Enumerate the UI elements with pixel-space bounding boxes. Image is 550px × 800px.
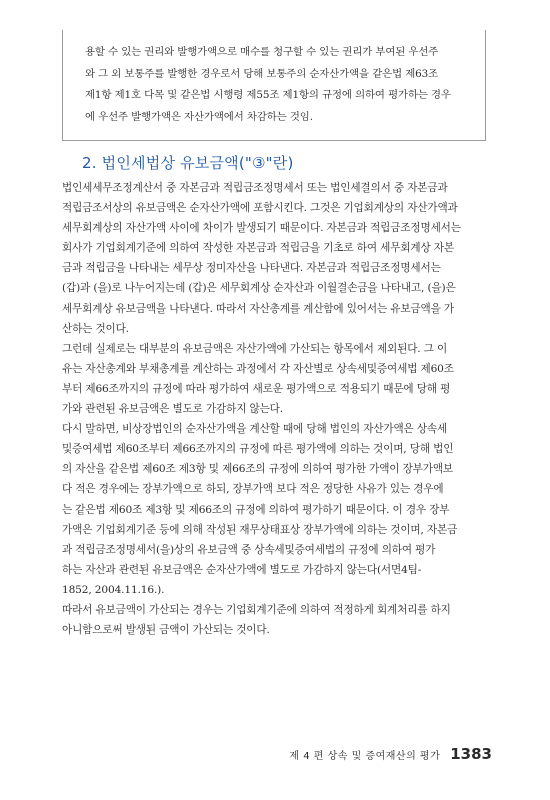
body-line: 그런데 실제로는 대부분의 유보금액은 자산가액에 가산되는 항목에서 제외된다. 그 이 (62, 342, 448, 355)
body-line: 과 적립금조정명세서(을)상의 유보금액 중 상속세및증여세법의 규정에 의하여 평가 (62, 543, 436, 556)
body-line: 세무회계상 유보금액을 나타낸다. 따라서 자산총계를 계산함에 있어서는 유보금액을 가 (62, 302, 454, 315)
page-number: 1383 (450, 745, 492, 763)
page-footer (282, 745, 492, 763)
body-text (62, 178, 492, 640)
body-line: 적립금조서상의 유보금액은 순자산가액에 포함시킨다. 그것은 기업회계상의 자산가액과 (62, 202, 458, 215)
note-line: 에 우선주 발행가액은 자산가액에서 차감하는 것임. (85, 110, 313, 123)
body-line: 회사가 기업회계기준에 의하여 작성한 자본금과 적립금을 기초로 하여 세무회계상 자본 (62, 242, 454, 255)
body-line: 하는 자산과 관련된 유보금액은 순자산가액에 별도로 가감하지 않는다(서면4팀- (62, 563, 422, 576)
body-line: 는 같은법 제60조 제3항 및 제66조의 규정에 의하여 평가하기 때문이다. 이 경우 장부 (62, 503, 450, 516)
footer-chapter: 제 4 편 상속 및 증여재산의 평가 (289, 750, 441, 762)
body-line: 아니함으로써 발생된 금액이 가산되는 것이다. (62, 624, 270, 637)
body-line: 금과 적립금을 나타내는 세무상 정미자산을 나타낸다. 자본금과 적립금조정명세서는 (62, 262, 441, 275)
note-line: 와 그 외 보통주를 발행한 경우로서 당해 보통주의 순자산가액을 같은법 제63조 (85, 67, 439, 80)
body-line: 부터 제66조까지의 규정에 따라 평가하여 새로운 평가액으로 적용되기 때문에 당해 평 (62, 382, 451, 395)
note-line: 용할 수 있는 권리와 발행가액으로 매수를 청구할 수 있는 권리가 부여된 우선주 (85, 46, 439, 58)
note-line: 제1항 제1호 다목 및 같은법 시행령 제55조 제1항의 규정에 의하여 평가하는 경우 (85, 89, 451, 101)
body-line: 따라서 유보금액이 가산되는 경우는 기업회계기준에 의하여 적정하게 회계처리를 하지 (62, 603, 451, 616)
body-line: 의 자산을 같은법 제60조 제3항 및 제66조의 규정에 의하여 평가한 가액이 장부가액보 (62, 463, 454, 476)
body-line: 및증여세법 제60조부터 제66조까지의 규정에 따른 평가액에 의하는 것이며, 당해 법인 (62, 443, 454, 456)
body-line: 산하는 것이다. (62, 322, 129, 335)
section-title: 2. 법인세법상 유보금액("③"란) (82, 154, 294, 172)
body-line: 다시 말하면, 비상장법인의 순자산가액을 계산할 때에 당해 법인의 자산가액은 상속세 (62, 423, 448, 436)
body-line: 법인세세무조정계산서 중 자본금과 적립금조정명세서 또는 법인세결의서 중 자본금과 (62, 182, 448, 194)
body-line: 유는 자산총계와 부채총계를 계산하는 과정에서 각 자산별로 상속세및증여세법 제60조 (62, 362, 454, 375)
note-box (62, 30, 486, 141)
body-line: 다 적은 경우에는 장부가액으로 하되, 장부가액 보다 적은 정당한 사유가 있는 경우에 (62, 483, 444, 496)
body-line: 세무회계상의 자산가액 사이에 차이가 발생되기 때문이다. 자본금과 적립금조정명세서는 (62, 222, 461, 235)
body-line: 가액은 기업회계기준 등에 의해 작성된 재무상태표상 장부가액에 의하는 것이며, 자본금 (62, 523, 458, 536)
body-line: 1852, 2004.11.16.). (62, 583, 165, 596)
body-line: 가와 관련된 유보금액은 별도로 가감하지 않는다. (62, 403, 283, 416)
body-line: (갑)과 (을)로 나누어지는데 (갑)은 세무회계상 순자산과 이월결손금을 나타내고, (을)은 (62, 282, 456, 295)
